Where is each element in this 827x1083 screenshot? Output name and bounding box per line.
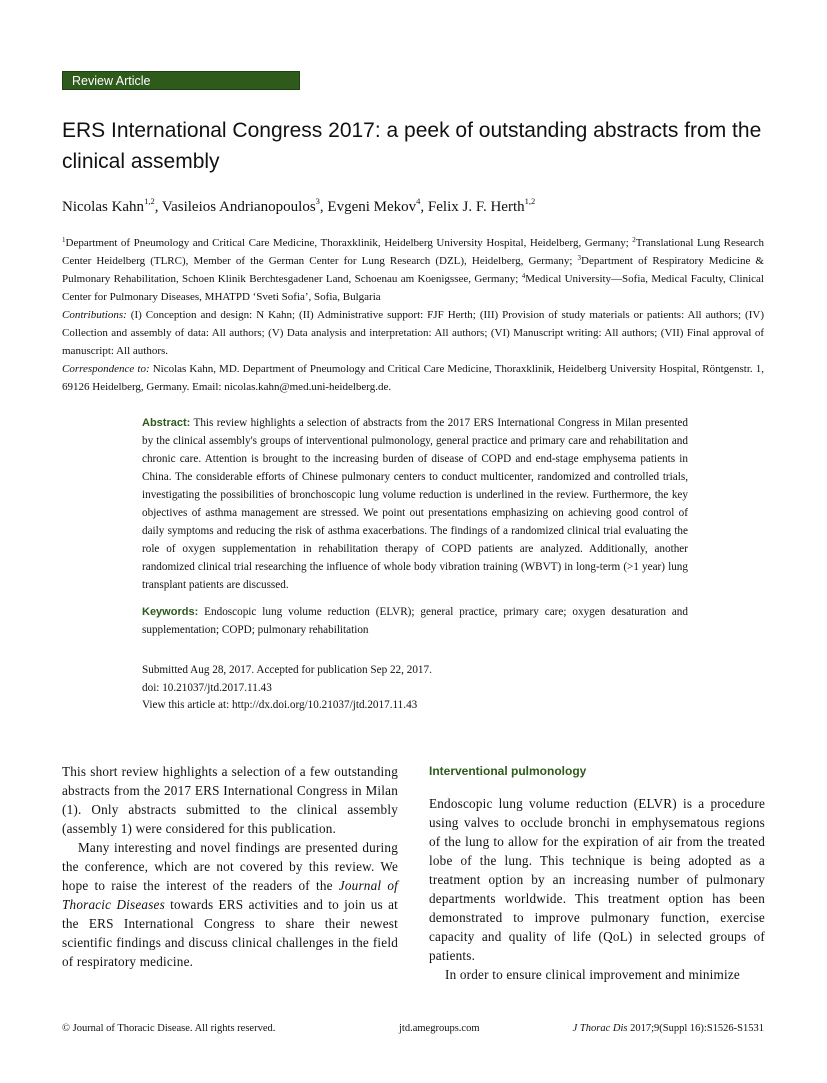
contributions-label: Contributions: [62, 309, 127, 321]
affiliation-1: Department of Pneumology and Critical Care Medicine, Thoraxklinik, Heidelberg University Hospital, Heidelberg, Germany; [65, 237, 633, 249]
author-separator: , [319, 199, 328, 215]
article-type-badge: Review Article [62, 71, 300, 90]
body-text: towards ERS activities and to join us at the ERS International Congress to share their newest scientific findings and discuss clinical challenges in the field of respiratory medicine. [62, 897, 398, 969]
author-affiliation-sup: 3 [315, 196, 320, 206]
author-separator: , [420, 199, 428, 215]
abstract-text: This review highlights a selection of abstracts from the 2017 ERS International Congress in Milan presented by the clinical assembly's groups of interventional pulmonology, general practice and primary care and rehabilitation and chronic care. Attention is brought to the increasing burden of disease of COPD and end-stage emphysema patients in China. The considerable efforts of Chinese pulmonary centers to conduct multicenter, randomized and controlled trials, investigating the possibilities of bronchoscopic lung volume reduction is underlined in the review. Furthermore, the key objectives of asthma management are stressed. We point out presentations emphasizing on achieving good control of daily symptoms and reducing the risk of asthma exacerbations. The findings of a randomized clinical trial evaluating the role of oxygen supplementation in rehabilitation therapy of COPD patients are analyzed. Additionally, another randomized clinical trial researching the influence of whole body vibration training (WBVT) in long-term (>1 year) lung transplant patients are discussed. [142, 417, 688, 591]
page-footer [62, 1022, 764, 1036]
affiliation-sup: 2 [632, 236, 636, 244]
abstract [142, 414, 688, 594]
author-affiliation-sup: 1,2 [524, 196, 536, 206]
affiliation-sup: 3 [577, 254, 582, 262]
body-column-right [429, 762, 765, 984]
keywords-text: Endoscopic lung volume reduction (ELVR); general practice, primary care; oxygen desaturation and supplementation; COPD; pulmonary rehabilitation [142, 606, 688, 636]
keywords [142, 603, 688, 639]
affiliations [62, 234, 764, 306]
affiliation-4: Medical University—Sofia, Medical Faculty, Clinical Center for Pulmonary Diseases, MHATPD ‘Sveti Sofia’, Sofia, Bulgaria [62, 273, 764, 303]
author-list [62, 197, 782, 217]
correspondence [62, 360, 764, 396]
body-paragraph: This short review highlights a selection of a few outstanding abstracts from the 2017 ERS International Congress in Milan (1). Only abstracts submitted to the clinical assembly (assembly 1) were considered for this publication. [62, 764, 398, 836]
author-separator: , [154, 199, 162, 215]
journal-name: Journal of Thoracic Diseases [62, 878, 398, 912]
author-name: Nicolas Kahn [62, 199, 145, 215]
affiliations-block [62, 234, 764, 396]
doi: doi: 10.21037/jtd.2017.11.43 [142, 681, 272, 694]
correspondence-text: Nicolas Kahn, MD. Department of Pneumology and Critical Care Medicine, Thoraxklinik, Heidelberg University Hospital, Röntgenstr. 1, 69126 Heidelberg, Germany. Email: nicolas.kahn@med.uni-heidelberg.de. [62, 363, 764, 393]
author-name: Felix J. F. Herth [427, 199, 525, 215]
abstract-label: Abstract: [142, 417, 191, 429]
body-paragraph: In order to ensure clinical improvement and minimize [445, 967, 740, 982]
section-heading: Interventional pulmonology [429, 764, 587, 778]
journal-site-link[interactable]: jtd.amegroups.com [399, 1023, 480, 1034]
affiliation-3: Department of Respiratory Medicine & Pulmonary Rehabilitation, Schoen Klinik Berchtesgadener Land, Schoenau am Koenigssee, Germany; [62, 255, 764, 285]
contributions [62, 306, 764, 360]
correspondence-label: Correspondence to: [62, 363, 150, 375]
author-name: Evgeni Mekov [327, 199, 417, 215]
citation-details: 2017;9(Suppl 16):S1526-S1531 [627, 1023, 764, 1034]
body-paragraph [62, 838, 398, 971]
keywords-label: Keywords: [142, 606, 199, 618]
author-affiliation-sup: 1,2 [144, 196, 155, 206]
body-column-left [62, 762, 398, 971]
article-link[interactable]: View this article at: http://dx.doi.org/10.21037/jtd.2017.11.43 [142, 699, 418, 711]
submission-dates: Submitted Aug 28, 2017. Accepted for publication Sep 22, 2017. [142, 664, 432, 676]
author-name: Vasileios Andrianopoulos [161, 199, 316, 215]
affiliation-sup: 4 [521, 272, 526, 280]
abstract-section [142, 414, 688, 715]
affiliation-2: Translational Lung Research Center Heidelberg (TLRC), Member of the German Center for Lung Research (DZL), Heidelberg, Germany; [62, 237, 764, 267]
body-text: Many interesting and novel findings are presented during the conference, which are not covered by this review. We hope to raise the interest of the readers of the [62, 840, 398, 893]
citation-journal: J Thorac Dis [572, 1023, 628, 1034]
author-affiliation-sup: 4 [416, 196, 421, 206]
publication-meta [142, 662, 688, 715]
article-title: ERS International Congress 2017: a peek of outstanding abstracts from the clinical assembly [62, 119, 762, 173]
citation [573, 1022, 764, 1036]
body-paragraph: Endoscopic lung volume reduction (ELVR) is a procedure using valves to occlude bronchi in emphysematous regions of the lung to allow for the expiration of air from the treated lobe of the lung. This technique is being adopted as a treatment option by an increasing number of pulmonary departments worldwide. This treatment option has been demonstrated to improve pulmonary function, exercise capacity and quality of life (QoL) in selected groups of patients. [429, 796, 765, 963]
contributions-text: (I) Conception and design: N Kahn; (II) Administrative support: FJF Herth; (III) Provision of study materials or patients: All authors; (IV) Collection and assembly of data: All authors; (V) Data analysis and interpretation: All authors; (VI) Manuscript writing: All authors; (VII) Final approval of manuscript: All authors. [62, 309, 764, 357]
copyright: © Journal of Thoracic Disease. All rights reserved. [62, 1023, 276, 1034]
affiliation-sup: 1 [62, 236, 66, 244]
